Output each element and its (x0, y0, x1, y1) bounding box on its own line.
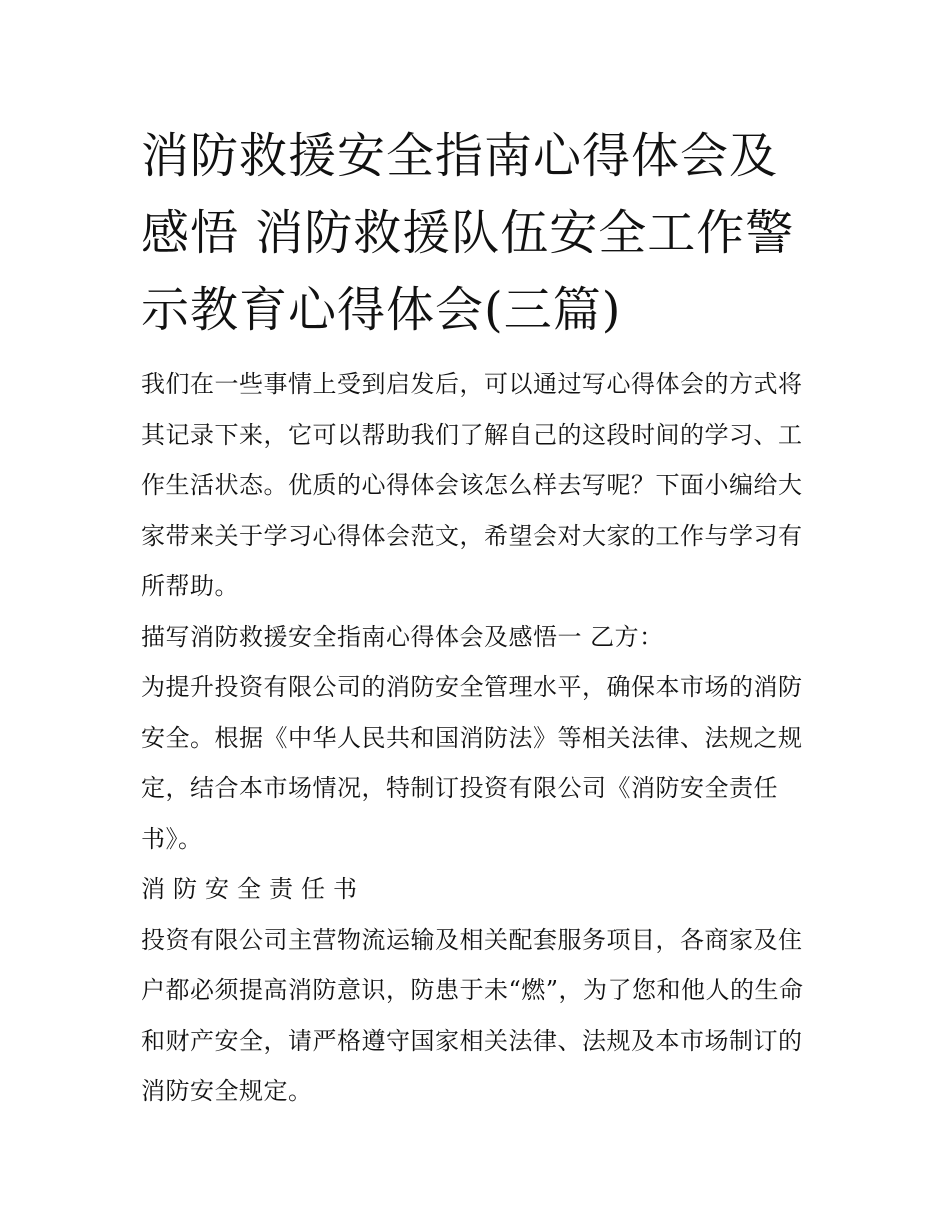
document-title: 消防救援安全指南心得体会及感悟 消防救援队伍安全工作警示教育心得体会(三篇) (141, 128, 795, 338)
intro-paragraph: 我们在一些事情上受到启发后，可以通过写心得体会的方式将其记录下来，它可以帮助我们了解自己的这段时间的学习、工作生活状态。优质的心得体会该怎么样去写呢？下面小编给大家带来关于学习心得体会范文，希望会对大家的工作与学习有所帮助。 (141, 370, 803, 600)
section-heading: 描写消防救援安全指南心得体会及感悟一 乙方： (141, 622, 664, 651)
body-paragraph: 为提升投资有限公司的消防安全管理水平，确保本市场的消防安全。根据《中华人民共和国消防法》等相关法律、法规之规定，结合本市场情况，特制订投资有限公司《消防安全责任书》。 (141, 673, 803, 853)
document-content (141, 118, 813, 1117)
responsibility-heading: 消防安全责任书 (141, 875, 365, 903)
body-paragraph: 投资有限公司主营物流运输及相关配套服务项目，各商家及住户都必须提高消防意识，防患于未“燃”，为了您和他人的生命和财产安全，请严格遵守国家相关法律、法规及本市场制订的消防安全规定。 (141, 925, 804, 1105)
